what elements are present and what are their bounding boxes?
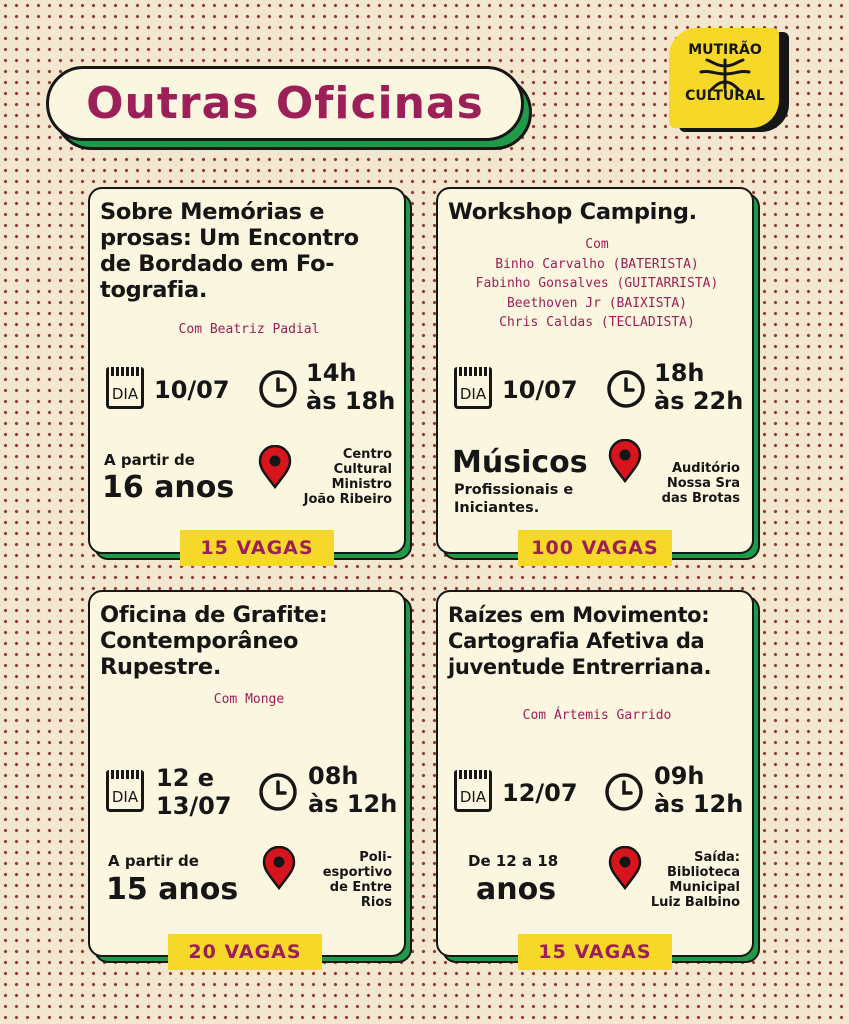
location-line: Luiz Balbino bbox=[650, 895, 740, 910]
card-location bbox=[323, 850, 392, 910]
card-title-line: de Bordado em Fo- bbox=[100, 251, 335, 277]
instructor-line: Binho Carvalho (BATERISTA) bbox=[495, 256, 699, 272]
card-location bbox=[662, 461, 740, 506]
clock-icon bbox=[606, 369, 646, 409]
card-title-line: Sobre Memórias e bbox=[100, 199, 325, 225]
logo-text-top: MUTIRÃO bbox=[688, 42, 762, 58]
time-line: às 22h bbox=[654, 387, 744, 415]
card-instructor bbox=[438, 235, 756, 333]
card-title-line: prosas: Um Encontro bbox=[100, 225, 359, 251]
date-line: 10/07 bbox=[502, 376, 578, 404]
card-title-line: Rupestre. bbox=[100, 654, 222, 680]
age-label: A partir de bbox=[104, 451, 195, 469]
workshop-card-grafite bbox=[88, 590, 406, 963]
card-location bbox=[304, 447, 392, 507]
card-title-line: Raízes em Movimento: bbox=[448, 603, 710, 627]
instructor-line: Com Ártemis Garrido bbox=[522, 708, 672, 723]
card-date bbox=[502, 376, 578, 404]
card-body bbox=[88, 590, 406, 957]
date-line: 10/07 bbox=[154, 376, 230, 404]
date-line: 12/07 bbox=[502, 779, 578, 807]
time-line: 08h bbox=[308, 762, 359, 790]
calendar-icon bbox=[454, 367, 492, 409]
age-value: 15 anos bbox=[106, 872, 239, 907]
card-body bbox=[88, 187, 406, 554]
time-line: 14h bbox=[306, 359, 357, 387]
logo-text-bottom: CULTURAL bbox=[685, 88, 765, 104]
time-line: 18h bbox=[654, 359, 705, 387]
instructor-line: Com Beatriz Padial bbox=[178, 322, 320, 337]
mutirao-cultural-logo bbox=[669, 28, 789, 132]
location-pin-icon bbox=[608, 439, 642, 483]
instructor-line: Com Monge bbox=[213, 692, 285, 707]
card-title-line: tografia. bbox=[100, 277, 208, 303]
location-line: das Brotas bbox=[661, 491, 740, 506]
clock-icon bbox=[258, 772, 298, 812]
workshop-card-raizes bbox=[436, 590, 754, 963]
card-title bbox=[448, 199, 753, 225]
age-label: De 12 a 18 bbox=[468, 852, 559, 870]
page-title-banner bbox=[46, 66, 532, 150]
card-title-line: Workshop Camping. bbox=[448, 199, 697, 225]
clock-icon bbox=[604, 772, 644, 812]
location-line: Cultural bbox=[333, 462, 392, 477]
date-line: 13/07 bbox=[156, 792, 232, 820]
age-value: 16 anos bbox=[102, 470, 235, 505]
location-line: Poli- bbox=[359, 850, 392, 865]
location-line: Biblioteca bbox=[666, 865, 740, 880]
calendar-day-label: DIA bbox=[111, 385, 139, 403]
location-line: João Ribeiro bbox=[303, 492, 392, 507]
calendar-day-label: DIA bbox=[459, 385, 487, 403]
location-line: Saída: bbox=[694, 850, 740, 865]
card-date bbox=[156, 764, 232, 820]
location-pin-icon bbox=[258, 445, 292, 489]
age-label: A partir de bbox=[108, 852, 199, 870]
location-pin-icon bbox=[608, 846, 642, 890]
calendar-icon bbox=[454, 770, 492, 812]
card-title-line: Cartografia Afetiva da bbox=[448, 629, 705, 653]
card-title bbox=[100, 602, 405, 680]
location-line: Municipal bbox=[669, 880, 740, 895]
vagas-badge: 100 VAGAS bbox=[518, 530, 672, 566]
audience-detail bbox=[454, 481, 573, 517]
card-instructor bbox=[90, 320, 408, 340]
date-line: 12 e bbox=[156, 764, 215, 792]
card-date bbox=[154, 376, 230, 404]
location-line: Ministro bbox=[331, 477, 392, 492]
calendar-day-label: DIA bbox=[459, 788, 487, 806]
instructor-line: Chris Caldas (TECLADISTA) bbox=[499, 315, 695, 330]
page-title: Outras Oficinas bbox=[86, 78, 484, 129]
vagas-badge: 15 VAGAS bbox=[518, 934, 672, 970]
calendar-icon bbox=[106, 770, 144, 812]
card-location bbox=[651, 850, 740, 910]
location-line: de Entre bbox=[329, 880, 392, 895]
card-instructor bbox=[90, 690, 408, 710]
location-pin-icon bbox=[262, 846, 296, 890]
card-title bbox=[448, 602, 753, 680]
workshop-card-bordado bbox=[88, 187, 406, 559]
workshop-card-camping bbox=[436, 187, 754, 559]
vagas-badge: 20 VAGAS bbox=[168, 934, 322, 970]
tree-roots-icon bbox=[693, 56, 757, 92]
location-line: Nossa Sra bbox=[666, 476, 740, 491]
time-line: às 12h bbox=[308, 790, 398, 818]
card-body bbox=[436, 590, 754, 957]
card-time bbox=[308, 762, 397, 818]
clock-icon bbox=[258, 369, 298, 409]
location-line: Centro bbox=[342, 447, 392, 462]
card-instructor bbox=[438, 706, 756, 726]
time-line: às 18h bbox=[306, 387, 396, 415]
audience-line: Iniciantes. bbox=[454, 500, 540, 516]
calendar-icon bbox=[106, 367, 144, 409]
audience-line: Profissionais e bbox=[454, 482, 574, 498]
instructor-line: Fabinho Gonsalves (GUITARRISTA) bbox=[475, 276, 719, 291]
card-title-line: Oficina de Grafite: bbox=[100, 602, 328, 628]
card-body bbox=[436, 187, 754, 554]
time-line: às 12h bbox=[654, 790, 744, 818]
location-line: Rios bbox=[360, 895, 392, 910]
card-title bbox=[100, 199, 405, 303]
card-time bbox=[306, 359, 395, 415]
card-date bbox=[502, 779, 578, 807]
title-pill bbox=[46, 66, 524, 141]
instructor-line: Com bbox=[585, 237, 609, 252]
card-time bbox=[654, 762, 743, 818]
time-line: 09h bbox=[654, 762, 705, 790]
card-time bbox=[654, 359, 743, 415]
audience-title: Músicos bbox=[452, 445, 588, 480]
card-title-line: Contemporâneo bbox=[100, 628, 299, 654]
location-line: esportivo bbox=[322, 865, 392, 880]
calendar-day-label: DIA bbox=[111, 788, 139, 806]
card-title-line: juventude Entrerriana. bbox=[448, 655, 712, 679]
location-line: Auditório bbox=[671, 461, 740, 476]
age-value: anos bbox=[476, 872, 557, 907]
vagas-badge: 15 VAGAS bbox=[180, 530, 334, 566]
instructor-line: Beethoven Jr (BAIXISTA) bbox=[506, 295, 687, 311]
